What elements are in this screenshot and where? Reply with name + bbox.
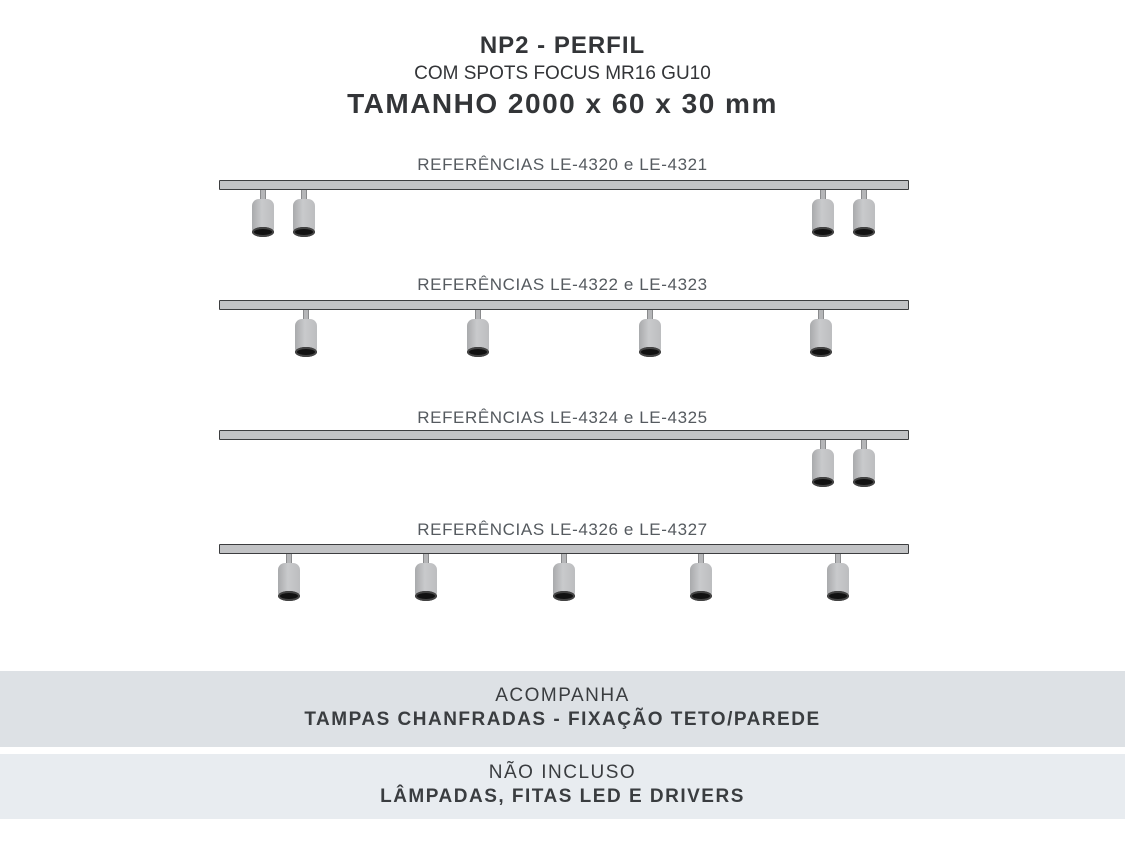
spot-lens (812, 227, 834, 237)
included-label: ACOMPANHA (495, 685, 630, 706)
spot-lens (827, 591, 849, 601)
spotlight-fixture (689, 554, 713, 602)
spot-lens (639, 347, 661, 357)
spot-lens (467, 347, 489, 357)
spotlight-fixture (852, 190, 876, 238)
not-included-band (0, 754, 1125, 819)
config-2-profile-rail (219, 300, 909, 310)
spot-lens (853, 477, 875, 487)
config-3-reference-label: REFERÊNCIAS LE-4324 e LE-4325 (417, 408, 708, 427)
not-included-label: NÃO INCLUSO (488, 762, 637, 783)
config-1-reference-label: REFERÊNCIAS LE-4320 e LE-4321 (417, 155, 708, 174)
included-value: TAMPAS CHANFRADAS - FIXAÇÃO TETO/PAREDE (304, 709, 821, 730)
spot-lens (553, 591, 575, 601)
spotlight-fixture (294, 310, 318, 358)
config-1-profile-rail (219, 180, 909, 190)
spotlight-fixture (414, 554, 438, 602)
spot-lens (810, 347, 832, 357)
spotlight-fixture (811, 190, 835, 238)
product-subtitle: COM SPOTS FOCUS MR16 GU10 (414, 63, 711, 84)
spotlight-fixture (809, 310, 833, 358)
spotlight-fixture (552, 554, 576, 602)
spotlight-fixture (811, 440, 835, 488)
spot-lens (812, 477, 834, 487)
spotlight-fixture (852, 440, 876, 488)
spot-lens (415, 591, 437, 601)
spot-lens (853, 227, 875, 237)
spot-lens (295, 347, 317, 357)
spotlight-fixture (292, 190, 316, 238)
spotlight-fixture (466, 310, 490, 358)
config-2-reference-label: REFERÊNCIAS LE-4322 e LE-4323 (417, 275, 708, 294)
spot-lens (293, 227, 315, 237)
spotlight-fixture (826, 554, 850, 602)
spotlight-fixture (638, 310, 662, 358)
spotlight-fixture (251, 190, 275, 238)
not-included-value: LÂMPADAS, FITAS LED E DRIVERS (380, 786, 745, 807)
spot-lens (278, 591, 300, 601)
included-band (0, 671, 1125, 747)
config-4-profile-rail (219, 544, 909, 554)
product-title: NP2 - PERFIL (479, 32, 646, 59)
spot-lens (252, 227, 274, 237)
product-size: TAMANHO 2000 x 60 x 30 mm (347, 88, 778, 119)
config-4-reference-label: REFERÊNCIAS LE-4326 e LE-4327 (417, 520, 708, 539)
spotlight-fixture (277, 554, 301, 602)
config-3-profile-rail (219, 430, 909, 440)
spot-lens (690, 591, 712, 601)
